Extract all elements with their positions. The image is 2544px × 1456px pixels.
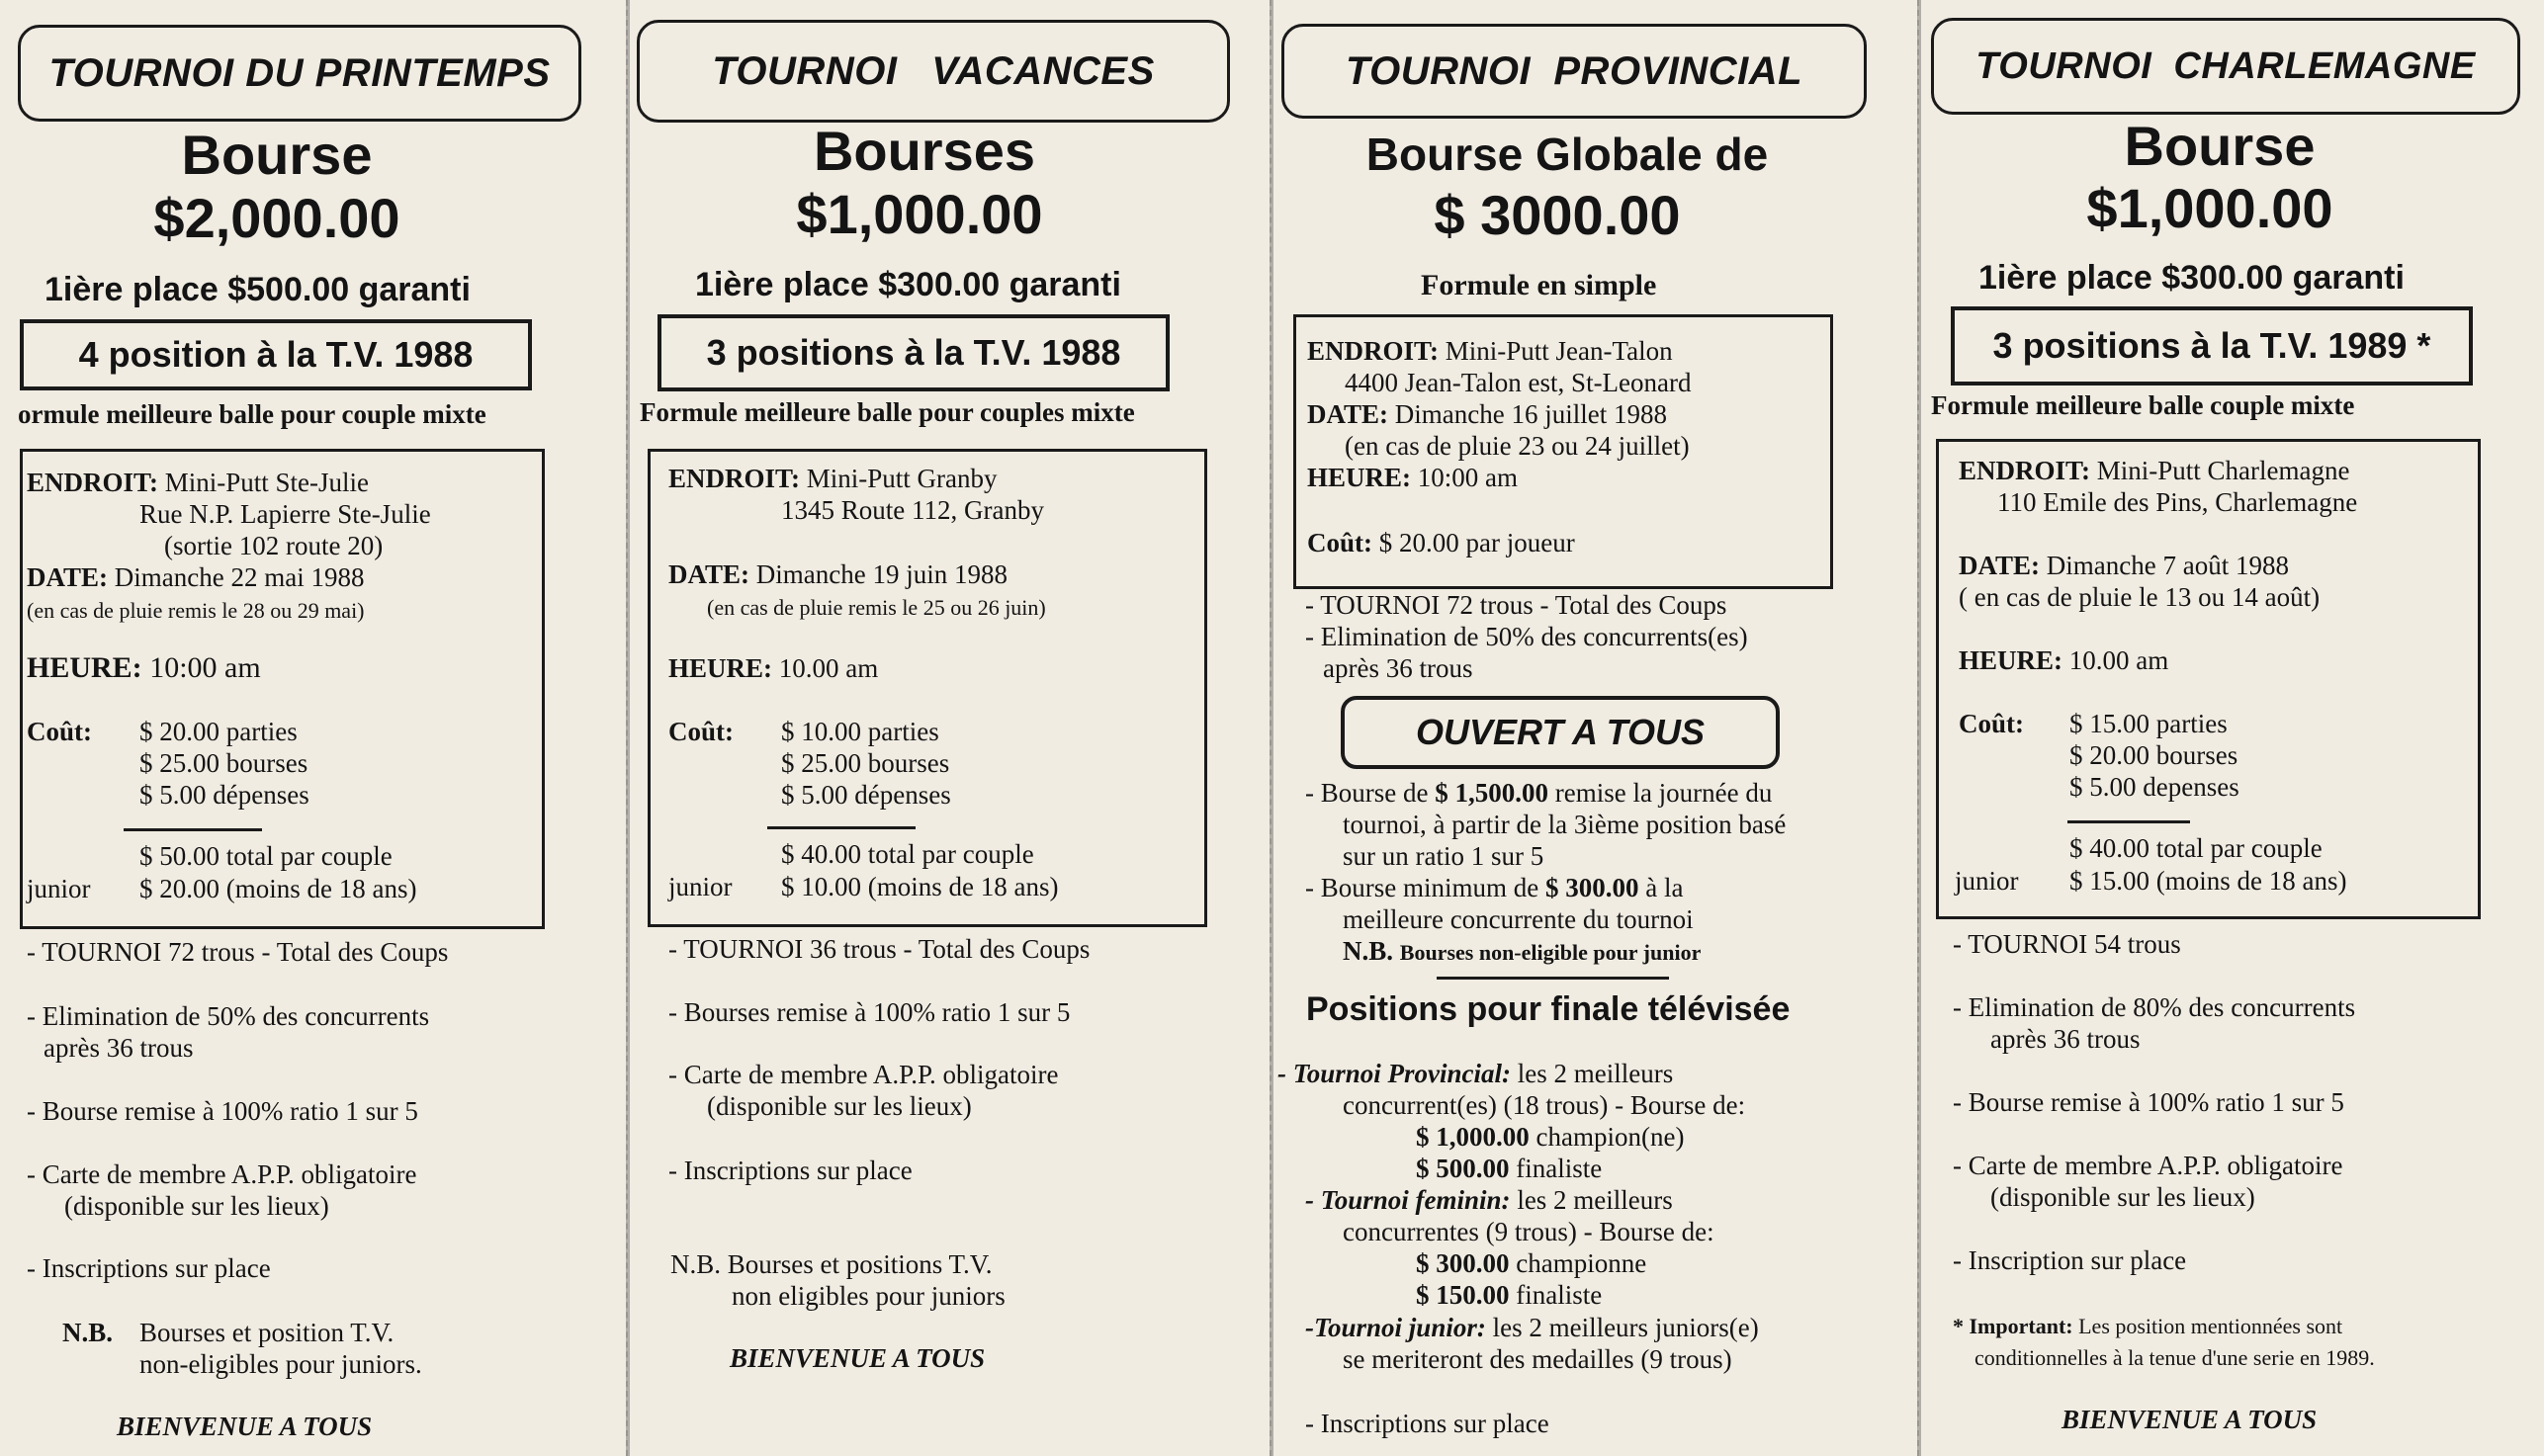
rule-item-cont: sur un ratio 1 sur 5 (1343, 841, 1544, 871)
bourse-label: Bourse (2124, 115, 2316, 177)
endroit-label: ENDROIT: (27, 468, 159, 497)
tournoi-charlemagne-panel (1923, 0, 2544, 1456)
rule-item: - Carte de membre A.P.P. obligatoire (1953, 1151, 2343, 1180)
cout-parties: $ 10.00 parties (781, 717, 939, 746)
prize-category: - Tournoi Provincial: (1277, 1059, 1512, 1088)
prize-text: les 2 meilleurs (1511, 1059, 1674, 1088)
date-value: Dimanche 7 août 1988 (2046, 551, 2289, 580)
heure-label: HEURE: (668, 653, 773, 683)
cout-bourses: $ 25.00 bourses (139, 748, 308, 778)
date-label: DATE: (1959, 551, 2041, 580)
nb-text: N.B. Bourses et positions T.V. (670, 1249, 993, 1279)
cout-depenses: $ 5.00 dépenses (139, 780, 309, 810)
prize-text: champion(ne) (1529, 1122, 1685, 1152)
heure-row (1959, 644, 2168, 676)
rule-item: - Elimination de 50% des concurrents (27, 1001, 430, 1031)
panel-title: TOURNOI PROVINCIAL (1281, 24, 1867, 119)
date-label: DATE: (27, 562, 109, 592)
first-place-guarantee: 1ière place $300.00 garanti (695, 266, 1121, 303)
rule-item: - Carte de membre A.P.P. obligatoire (668, 1060, 1059, 1089)
junior-price: $ 10.00 (moins de 18 ans) (781, 872, 1059, 901)
rule-item-text: - Bourse minimum de (1305, 873, 1545, 902)
welcome-text: BIENVENUE A TOUS (730, 1343, 986, 1373)
cout-value: $ 20.00 par joueur (1378, 528, 1575, 557)
rule-item-cont: après 36 trous (1990, 1024, 2141, 1054)
formula-text: Formule meilleure balle couple mixte (1931, 390, 2355, 420)
prize-line (1305, 1184, 1673, 1216)
cout-label: Coût: (668, 717, 734, 746)
prize-line (1277, 1058, 1673, 1089)
prize-line: concurrentes (9 trous) - Bourse de: (1343, 1217, 1714, 1246)
rule-item-cont: (disponible sur les lieux) (64, 1191, 329, 1221)
formula-text: Formule meilleure balle pour couples mixte (640, 397, 1135, 427)
nb-label: N.B. (62, 1318, 114, 1347)
rule-item: - Carte de membre A.P.P. obligatoire (27, 1159, 417, 1189)
endroit-address: 110 Emile des Pins, Charlemagne (1997, 487, 2358, 517)
date-row (27, 561, 364, 593)
rule-item: - Elimination de 50% des concurrents(es) (1305, 622, 1748, 651)
cout-label: Coût: (1959, 709, 2024, 738)
endroit-address: 1345 Route 112, Granby (781, 495, 1044, 525)
rule-item: - TOURNOI 72 trous - Total des Coups (1305, 590, 1727, 620)
bourse-label: Bourse (181, 124, 373, 186)
rule-item: - Inscriptions sur place (1305, 1409, 1549, 1438)
endroit-exit: (sortie 102 route 20) (164, 531, 384, 560)
date-label: DATE: (1307, 399, 1389, 429)
heure-label: HEURE: (1959, 645, 2063, 675)
date-value: Dimanche 16 juillet 1988 (1394, 399, 1667, 429)
prize-line (1416, 1121, 1684, 1153)
junior-price: $ 20.00 (moins de 18 ans) (139, 874, 417, 903)
date-row (1959, 550, 2289, 581)
bourse-label: Bourses (813, 120, 1036, 182)
rule-item-cont: (disponible sur les lieux) (1990, 1182, 2255, 1212)
cout-row (1307, 527, 1575, 558)
rule-item-text: à la (1638, 873, 1684, 902)
welcome-text: BIENVENUE A TOUS (2062, 1405, 2318, 1434)
rule-item-text: - Bourse de (1305, 778, 1436, 808)
cout-depenses: $ 5.00 dépenses (781, 780, 951, 810)
panel-title: TOURNOI CHARLEMAGNE (1931, 18, 2520, 115)
endroit-value: Mini-Putt Jean-Talon (1445, 336, 1673, 366)
prize-line (1416, 1153, 1602, 1184)
prize-amount: $ 300.00 (1416, 1248, 1510, 1278)
heure-row (1307, 462, 1518, 493)
important-text: Les position mentionnées sont (2072, 1314, 2343, 1338)
prize-amount: $ 500.00 (1416, 1154, 1510, 1183)
bourse-amount: $1,000.00 (2086, 177, 2333, 239)
rule-item-amount: $ 1,500.00 (1435, 778, 1548, 808)
welcome-text: BIENVENUE A TOUS (117, 1412, 373, 1441)
prize-line (1416, 1247, 1646, 1279)
total-couple: $ 40.00 total par couple (781, 839, 1034, 869)
formula-text: ormule meilleure balle pour couple mixte (18, 399, 486, 429)
rule-item: - Bourse remise à 100% ratio 1 sur 5 (27, 1096, 418, 1126)
heure-row (668, 652, 878, 684)
date-row (1307, 398, 1667, 430)
rule-item: - Inscriptions sur place (668, 1156, 913, 1185)
fold-line-3 (1917, 0, 1921, 1456)
cout-depenses: $ 5.00 depenses (2069, 772, 2239, 802)
prize-text: finaliste (1509, 1154, 1603, 1183)
cout-parties: $ 15.00 parties (2069, 709, 2228, 738)
bourse-amount: $2,000.00 (153, 187, 400, 249)
tv-positions-box: 4 position à la T.V. 1988 (20, 319, 532, 390)
cout-bourses: $ 25.00 bourses (781, 748, 950, 778)
fold-line-1 (626, 0, 630, 1456)
prize-text: finaliste (1509, 1280, 1603, 1310)
endroit-label: ENDROIT: (1959, 456, 2091, 485)
endroit-address: Rue N.P. Lapierre Ste-Julie (139, 499, 431, 529)
nb-label: N.B. (1343, 936, 1394, 966)
prize-line: concurrent(es) (18 trous) - Bourse de: (1343, 1090, 1746, 1120)
rule-item: - TOURNOI 36 trous - Total des Coups (668, 934, 1091, 964)
rule-item: - Bourse remise à 100% ratio 1 sur 5 (1953, 1087, 2344, 1117)
cout-bourses: $ 20.00 bourses (2069, 740, 2238, 770)
nb-text: non-eligibles pour juniors. (139, 1349, 422, 1379)
rain-date: ( en cas de pluie le 13 ou 14 août) (1959, 582, 2321, 612)
section-rule (1437, 977, 1669, 980)
prize-amount: $ 1,000.00 (1416, 1122, 1530, 1152)
formula-text: Formule en simple (1421, 269, 1657, 301)
prize-category: - Tournoi feminin: (1305, 1185, 1511, 1215)
panel-title: TOURNOI DU PRINTEMPS (18, 25, 581, 122)
endroit-row (27, 467, 369, 498)
tv-positions-box: 3 positions à la T.V. 1988 (658, 314, 1170, 391)
rain-date: (en cas de pluie 23 ou 24 juillet) (1345, 431, 1690, 461)
rule-item-amount: $ 300.00 (1544, 873, 1639, 902)
endroit-value: Mini-Putt Charlemagne (2096, 456, 2350, 485)
prize-line (1416, 1279, 1602, 1311)
important-note-cont: conditionnelles à la tenue d'une serie en 1989. (1974, 1345, 2375, 1370)
nb-text: Bourses et position T.V. (139, 1318, 395, 1347)
total-rule (2067, 820, 2190, 823)
junior-label: junior (1955, 866, 2019, 896)
rain-date: (en cas de pluie remis le 28 ou 29 mai) (27, 598, 365, 623)
tournoi-printemps-panel (0, 0, 623, 1456)
first-place-guarantee: 1ière place $300.00 garanti (1978, 259, 2405, 297)
prize-text: championne (1509, 1248, 1647, 1278)
tournoi-provincial-panel (1275, 0, 1913, 1456)
rule-item (1305, 777, 1772, 809)
cout-label: Coût: (1307, 528, 1372, 557)
important-label: * Important: (1953, 1314, 2073, 1338)
rule-item-cont: (disponible sur les lieux) (707, 1091, 972, 1121)
cout-parties: $ 20.00 parties (139, 717, 298, 746)
rule-item: - Elimination de 80% des concurrents (1953, 992, 2356, 1022)
total-couple: $ 40.00 total par couple (2069, 833, 2323, 863)
total-couple: $ 50.00 total par couple (139, 841, 393, 871)
rain-date: (en cas de pluie remis le 25 ou 26 juin) (707, 595, 1046, 620)
ouvert-a-tous-badge: OUVERT A TOUS (1341, 696, 1780, 769)
rule-item: - TOURNOI 54 trous (1953, 929, 2181, 959)
heure-value: 10.00 am (2068, 645, 2169, 675)
panel-title: TOURNOI VACANCES (637, 20, 1230, 123)
total-rule (767, 826, 916, 829)
cout-label: Coût: (27, 717, 92, 746)
endroit-address: 4400 Jean-Talon est, St-Leonard (1345, 368, 1692, 397)
bourse-amount: $ 3000.00 (1434, 184, 1681, 246)
nb-text: non eligibles pour juniors (732, 1281, 1006, 1311)
heure-value: 10:00 am (149, 651, 261, 684)
tournoi-vacances-panel (633, 0, 1266, 1456)
nb-text: Bourses non-eligible pour junior (1399, 940, 1702, 965)
heure-value: 10.00 am (778, 653, 879, 683)
rule-item-cont: meilleure concurrente du tournoi (1343, 904, 1694, 934)
heure-value: 10:00 am (1417, 463, 1519, 492)
rule-item: - Bourses remise à 100% ratio 1 sur 5 (668, 997, 1071, 1027)
bourse-amount: $1,000.00 (796, 183, 1043, 245)
junior-label: junior (668, 872, 733, 901)
prize-amount: $ 150.00 (1416, 1280, 1510, 1310)
date-value: Dimanche 19 juin 1988 (755, 559, 1008, 589)
rule-item (1305, 872, 1683, 903)
nb-row (1343, 935, 1701, 969)
heure-row (27, 652, 261, 684)
endroit-label: ENDROIT: (1307, 336, 1440, 366)
date-value: Dimanche 22 mai 1988 (114, 562, 365, 592)
endroit-row (1959, 455, 2349, 486)
endroit-label: ENDROIT: (668, 464, 801, 493)
junior-label: junior (27, 874, 91, 903)
first-place-guarantee: 1ière place $500.00 garanti (44, 271, 471, 308)
important-note (1953, 1311, 2342, 1342)
date-label: DATE: (668, 559, 750, 589)
rule-item-cont: tournoi, à partir de la 3ième position basé (1343, 810, 1787, 839)
rule-item-cont: après 36 trous (44, 1033, 194, 1063)
heure-label: HEURE: (27, 651, 142, 684)
prize-line (1305, 1312, 1759, 1343)
prize-text: les 2 meilleurs (1510, 1185, 1673, 1215)
bourse-label: Bourse Globale de (1365, 128, 1769, 180)
endroit-row (668, 463, 998, 494)
endroit-value: Mini-Putt Ste-Julie (164, 468, 370, 497)
rule-item: - Inscriptions sur place (27, 1253, 271, 1283)
rule-item: - TOURNOI 72 trous - Total des Coups (27, 937, 449, 967)
date-row (668, 558, 1008, 590)
rule-item: - Inscription sur place (1953, 1245, 2187, 1275)
tv-positions-box: 3 positions à la T.V. 1989 * (1951, 306, 2473, 385)
rule-item-cont: après 36 trous (1323, 653, 1473, 683)
total-rule (124, 828, 262, 831)
prize-line: se meriteront des medailles (9 trous) (1343, 1344, 1732, 1374)
fold-line-2 (1270, 0, 1273, 1456)
rule-item-text: remise la journée du (1547, 778, 1773, 808)
endroit-value: Mini-Putt Granby (806, 464, 998, 493)
prize-text: les 2 meilleurs juniors(e) (1485, 1313, 1759, 1342)
heure-label: HEURE: (1307, 463, 1412, 492)
positions-heading: Positions pour finale télévisée (1306, 990, 1791, 1028)
endroit-row (1307, 335, 1673, 367)
prize-category: -Tournoi junior: (1305, 1313, 1486, 1342)
junior-price: $ 15.00 (moins de 18 ans) (2069, 866, 2347, 896)
